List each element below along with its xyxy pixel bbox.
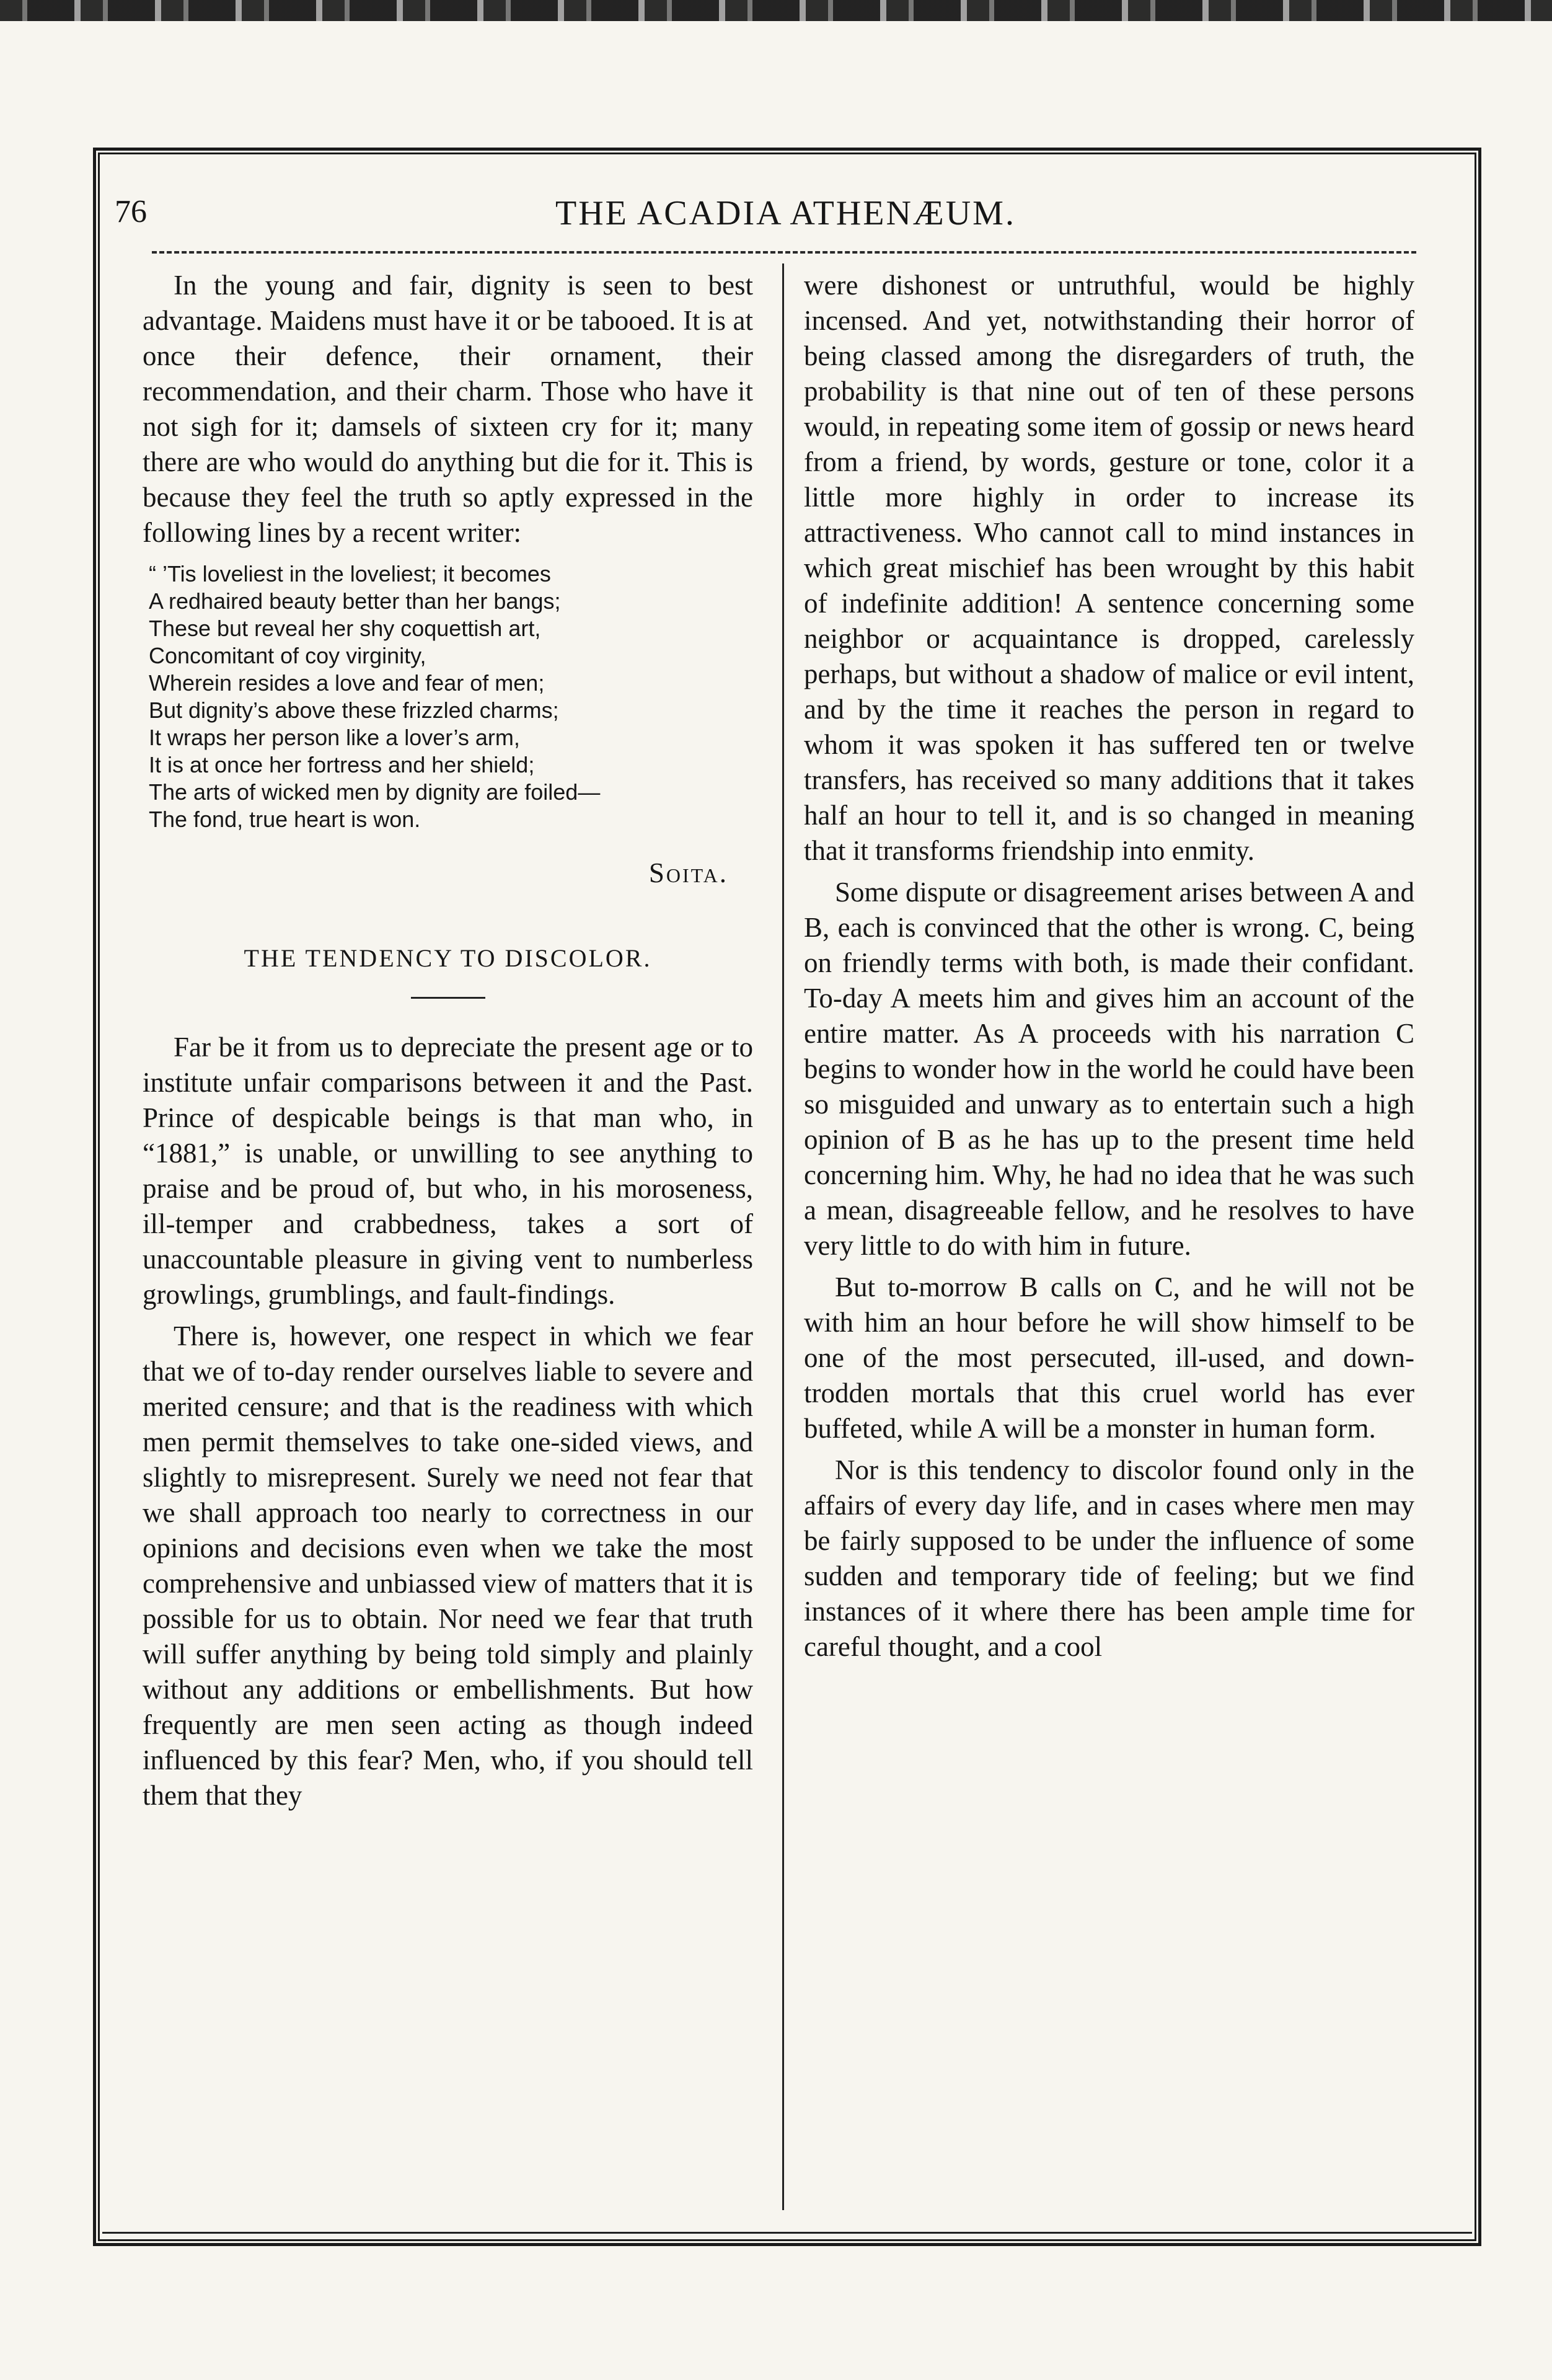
page-number: 76 (115, 194, 147, 229)
poem-line: Wherein resides a love and fear of men; (149, 670, 545, 696)
poem-line: A redhaired beauty better than her bangs; (149, 588, 561, 614)
poem-line: It is at once her fortress and her shield; (149, 752, 535, 777)
scan-top-edge (0, 0, 1552, 21)
bottom-rule (102, 2232, 1472, 2234)
header-rule (152, 251, 1416, 254)
article-paragraph: Far be it from us to depreciate the present age or to institute unfair comparisons between it and the Past. Prince of despicable beings is that man who, in “1881,” is unable, or unwilling to see anything to praise and be proud of, but who, in his moroseness, ill-temper and crabbedness, takes a sort of unaccountable pleasure in giving vent to numberless growlings, grumblings, and fault-findings. (143, 1032, 753, 1310)
running-title: THE ACADIA ATHENÆUM. (555, 194, 1016, 232)
poem-line: Concomitant of coy virginity, (149, 643, 426, 668)
poem-line: The arts of wicked men by dignity are foiled— (149, 779, 601, 805)
article-paragraph: There is, however, one respect in which we fear that we of to-day render ourselves liable to severe and merited censure; and that is the readiness with which men permit themselves to take one-sided views, and slightly to misrepresent. Surely we need not fear that we shall approach too nearly to correctness in our opinions and decisions even when we take the most comprehensive and unbiassed view of matters that it is possible for us to obtain. Nor need we fear that truth will suffer anything by being told simply and plainly without any additions or embellishments. But how frequently are men seen acting as though indeed influenced by this fear? Men, who, if you should tell them that they (143, 1321, 753, 1811)
poem-line: It wraps her person like a lover’s arm, (149, 725, 520, 750)
poem-line: These but reveal her shy coquettish art, (149, 616, 541, 641)
article-paragraph: were dishonest or untruthful, would be highly incensed. And yet, notwithstanding their horror of being classed among the disregarders of truth, the probability is that nine out of ten of these persons would, in repeating some item of gossip or news heard from a friend, by words, gesture or tone, color it a little more highly in order to increase its attractiveness. Who cannot call to mind instances in which great mischief has been wrought by this habit of indefinite addition! A sentence concerning some neighbor or acquaintance is dropped, carelessly perhaps, but without a shadow of malice or evil intent, and by the time it reaches the person in regard to whom it was spoken it has suffered ten or twelve transfers, has received so many additions that it takes half an hour to tell it, and is so changed in meaning that it transforms friendship into enmity. (804, 270, 1414, 866)
article-paragraph: Some dispute or disagreement arises between A and B, each is convinced that the other is wrong. C, being on friendly terms with both, is made their confidant. To-day A meets him and gives him an account of the entire matter. As A proceeds with his narration C begins to wonder how in the world he could have been so misguided and unwary as to entertain such a high opinion of B as he has up to the present time held concerning him. Why, he had no idea that he was such a mean, disagreeable fellow, and he resolves to have very little to do with him in future. (804, 877, 1414, 1261)
poem-line: But dignity’s above these frizzled charms; (149, 697, 559, 723)
column-divider (782, 263, 784, 2210)
title-rule (411, 997, 485, 999)
intro-paragraph: In the young and fair, dignity is seen to best advantage. Maidens must have it or be tabooed. It is at once their defence, their ornament, their recommendation, and their charm. Those who have it not sigh for it; damsels of sixteen cry for it; many there are who would do anything but die for it. This is because they feel the truth so aptly expressed in the following lines by a recent writer: (143, 270, 753, 548)
right-column (804, 268, 1414, 1671)
left-column (143, 268, 753, 1820)
page-header (115, 193, 1457, 243)
poem-line: The fond, true heart is won. (149, 807, 421, 832)
poem-line: “ ’Tis loveliest in the loveliest; it becomes (149, 561, 551, 586)
article-paragraph: But to-morrow B calls on C, and he will not be with him an hour before he will show himself to be one of the most persecuted, ill-used, and down-trodden mortals that this cruel world has ever buffeted, while A will be a monster in human form. (804, 1272, 1414, 1444)
article-title: THE TENDENCY TO DISCOLOR. (244, 944, 652, 972)
poem-signature: Soita. (648, 857, 728, 888)
article-paragraph: Nor is this tendency to discolor found only in the affairs of every day life, and in cases where men may be fairly supposed to be under the influence of some sudden and temporary tide of feeling; but we find instances of it where there has been ample time for careful thought, and a cool (804, 1454, 1414, 1662)
poem (149, 560, 753, 833)
